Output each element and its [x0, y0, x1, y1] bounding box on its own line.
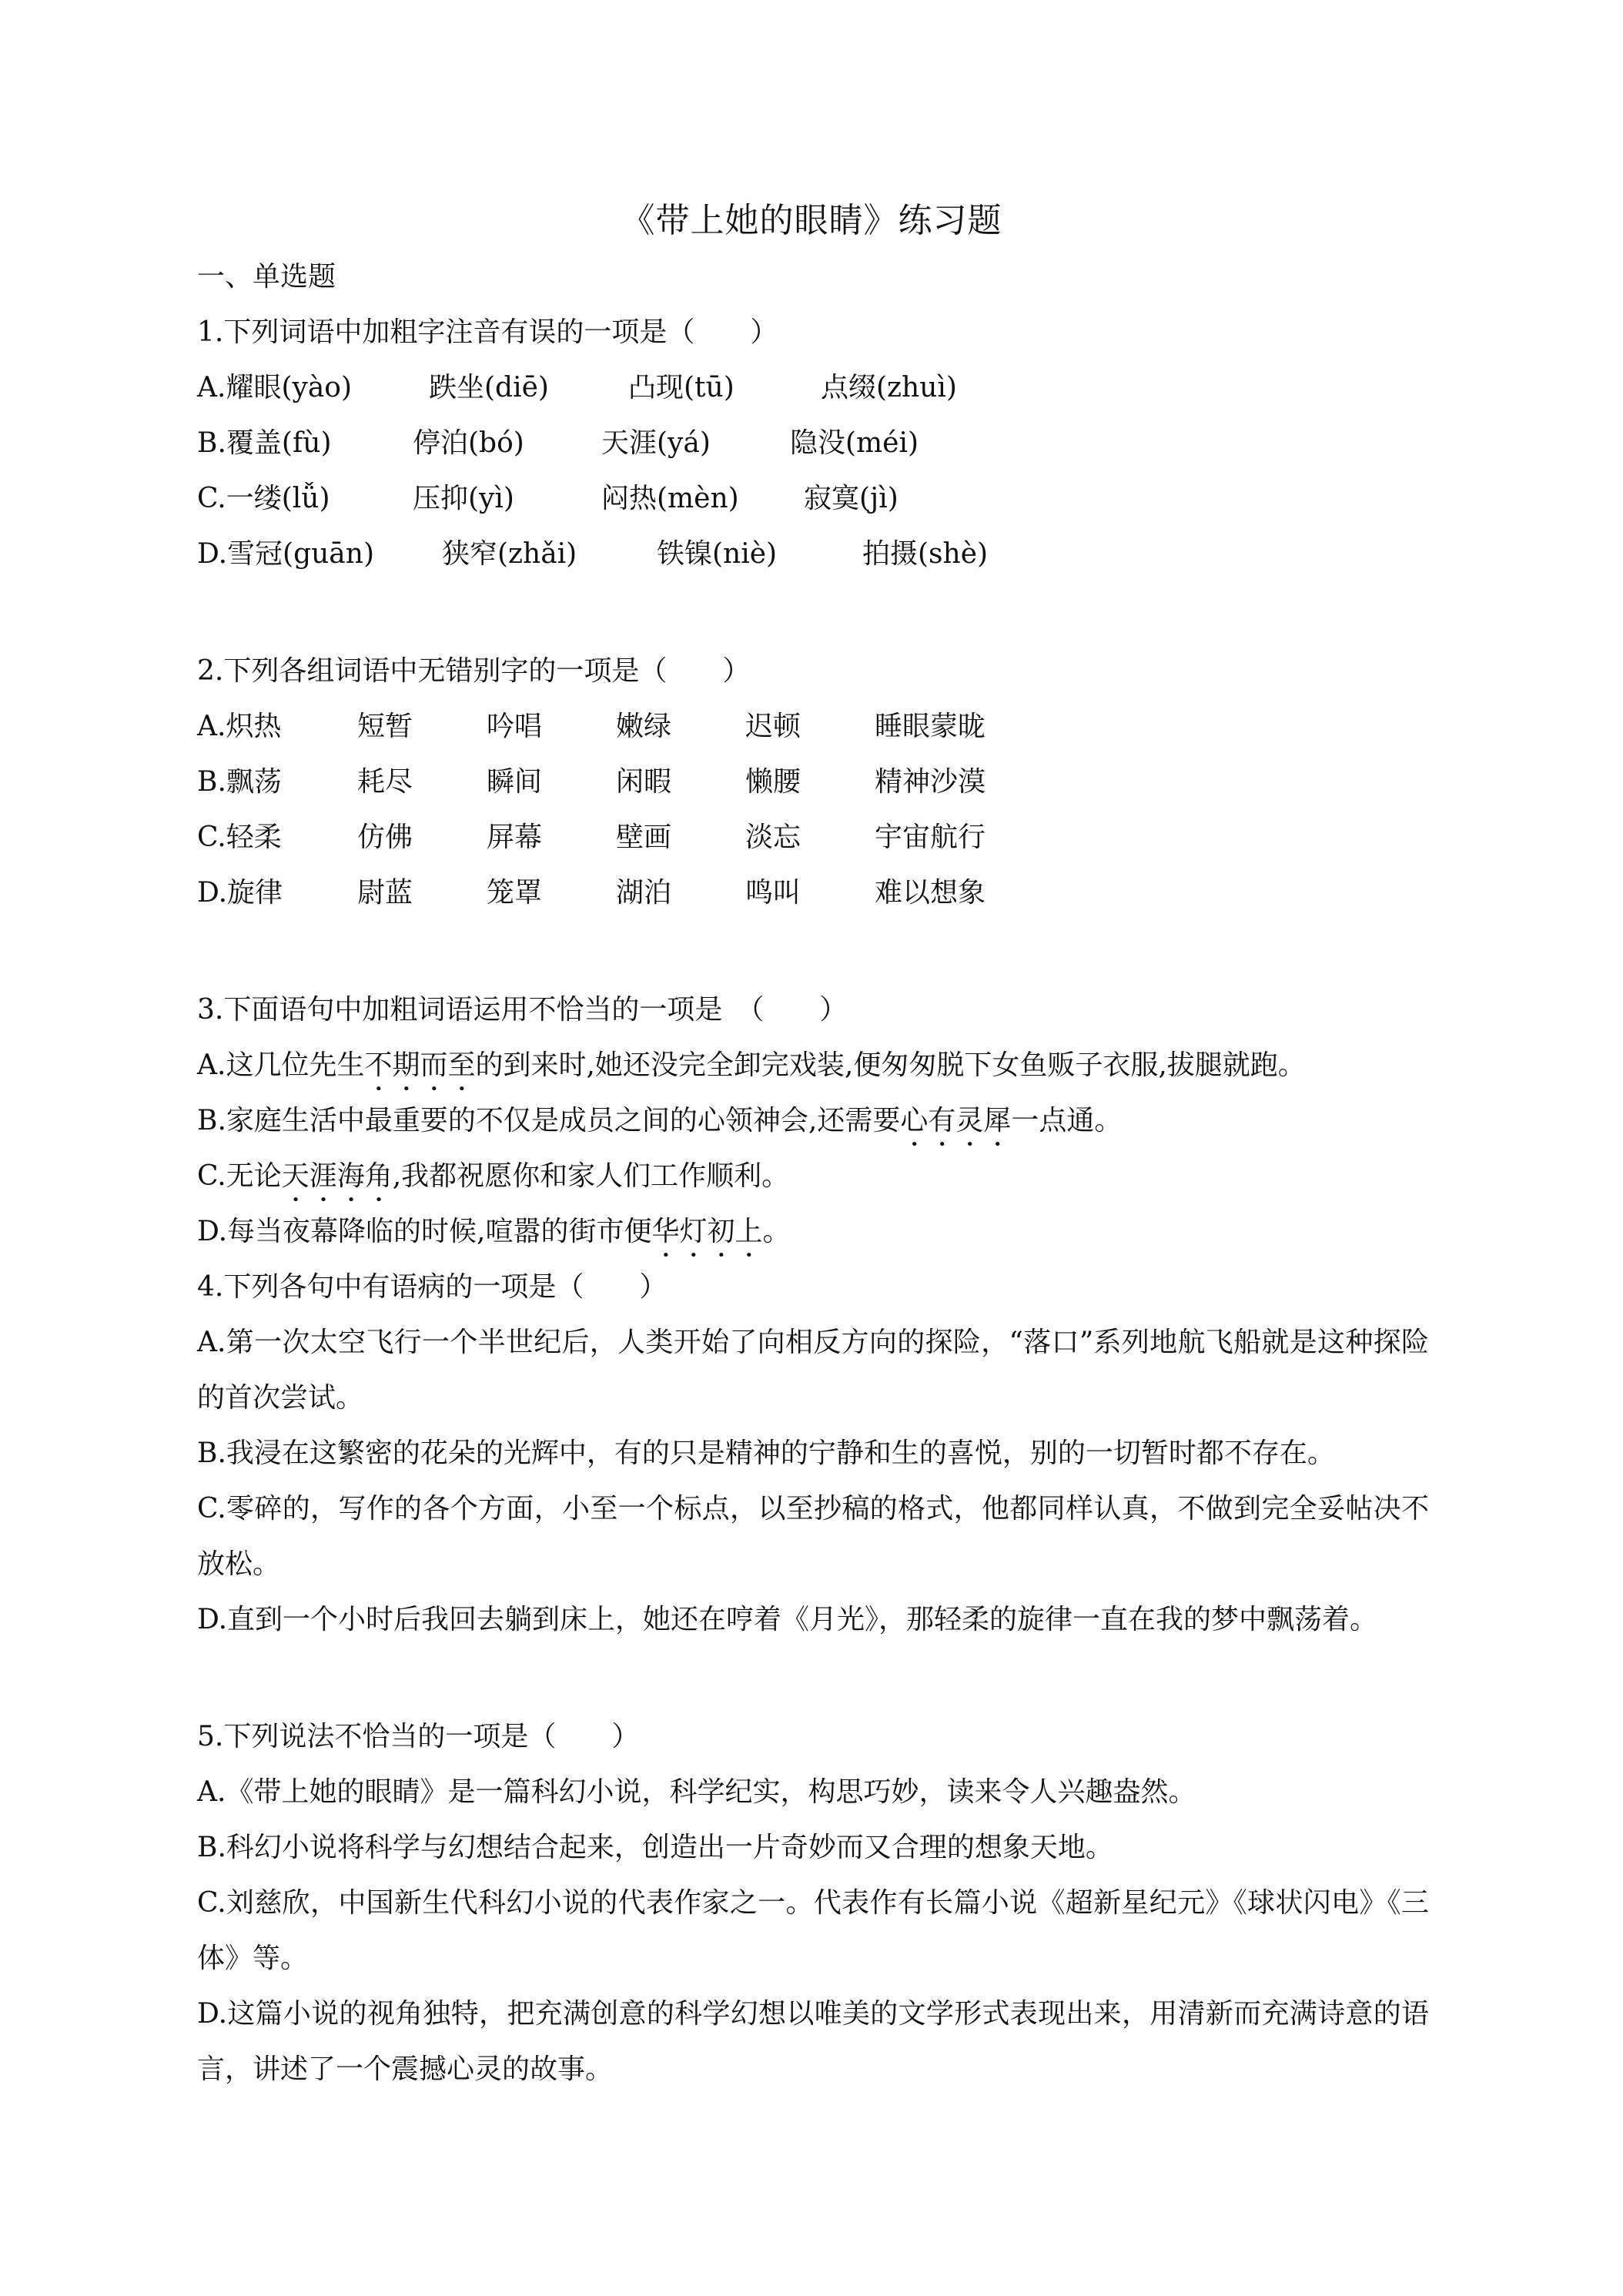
q1-cell: 寂寞(jì) [804, 483, 899, 514]
q4-stem: 4.下列各句中有语病的一项是（ ） [197, 1271, 668, 1303]
q3-option-b [197, 1104, 1122, 1153]
q3-a-post: 的到来时,她还没完全卸完戏装,便匆匆脱下女鱼贩子衣服,拔腿就跑。 [475, 1049, 1306, 1081]
q1-stem: 1.下列词语中加粗字注音有误的一项是（ ） [197, 316, 778, 348]
q2-stem: 2.下列各组词语中无错别字的一项是（ ） [197, 655, 751, 687]
q1-cell: C.一缕(lǚ) [197, 483, 330, 514]
q2-cell: 吟唱 [487, 711, 543, 742]
q1-cell: 凸现(tū) [628, 372, 735, 403]
q2-cell: 睡眼蒙昽 [875, 711, 986, 742]
q1-cell: 点缀(zhuì) [821, 372, 957, 403]
q3-a-emphasis: 不期而至 [364, 1049, 476, 1081]
q3-d-pre: D.每当夜幕降临的时候,喧嚣的街市便 [197, 1216, 652, 1247]
q2-cell: B.飘荡 [197, 766, 282, 798]
q2-cell: 淡忘 [745, 822, 801, 853]
q3-b-post: 一点通。 [1011, 1105, 1123, 1136]
q2-cell: 鸣叫 [745, 877, 801, 909]
q3-d-emphasis: 华灯初上 [651, 1216, 763, 1247]
q2-cell: 难以想象 [875, 877, 986, 909]
q3-c-post: ,我都祝愿你和家人们工作顺利。 [392, 1160, 790, 1192]
q5-option-c: C.刘慈欣，中国新生代科幻小说的代表作家之一。代表作有长篇小说《超新星纪元》《球状闪电》《三体》等。 [197, 1887, 1429, 1974]
q1-cell: 狭窄(zhǎi) [442, 538, 577, 570]
q1-cell: 压抑(yì) [413, 483, 514, 514]
q4-option-c: C.零碎的，写作的各个方面，小至一个标点，以至抄稿的格式，他都同样认真，不做到完全妥帖决不放松。 [197, 1493, 1429, 1580]
q2-cell: 瞬间 [487, 766, 543, 798]
q1-cell: 隐没(méi) [790, 427, 919, 459]
q3-option-d [197, 1215, 791, 1263]
q5-stem: 5.下列说法不恰当的一项是（ ） [197, 1721, 640, 1752]
section-heading: 一、单选题 [197, 261, 336, 293]
q1-cell: 闷热(mèn) [601, 483, 739, 514]
q4-option-d: D.直到一个小时后我回去躺到床上，她还在哼着《月光》，那轻柔的旋律一直在我的梦中飘荡着。 [197, 1604, 1378, 1635]
q3-c-emphasis: 天涯海角 [281, 1160, 393, 1192]
q2-cell: 耗尽 [357, 766, 413, 798]
q2-cell: 嫩绿 [616, 711, 672, 742]
q2-cell: 壁画 [616, 822, 672, 853]
q3-c-pre: C.无论 [197, 1160, 282, 1192]
q2-cell: 宇宙航行 [875, 822, 986, 853]
q1-cell: 铁镍(niè) [657, 538, 778, 570]
q1-cell: B.覆盖(fù) [197, 427, 332, 459]
q2-cell: 笼罩 [487, 877, 543, 909]
q2-cell: C.轻柔 [197, 822, 282, 853]
q4-option-a: A.第一次太空飞行一个半世纪后，人类开始了向相反方向的探险，“落口”系列地航飞船就是这种探险的首次尝试。 [197, 1327, 1429, 1414]
q2-cell: 湖泊 [616, 877, 672, 909]
q1-cell: A.耀眼(yào) [197, 372, 353, 403]
q2-cell: 迟顿 [745, 711, 801, 742]
q3-option-a [197, 1049, 1306, 1097]
q1-cell: 跌坐(diē) [429, 372, 549, 403]
q2-cell: 短暂 [357, 711, 413, 742]
q3-option-c [197, 1160, 789, 1208]
q3-d-post: 。 [762, 1216, 791, 1247]
q5-option-a: A.《带上她的眼睛》是一篇科幻小说，科学纪实，构思巧妙，读来令人兴趣盎然。 [197, 1776, 1196, 1808]
q4-option-b: B.我浸在这繁密的花朵的光辉中，有的只是精神的宁静和生的喜悦，别的一切暂时都不存在。 [197, 1438, 1335, 1469]
q2-cell: 闲暇 [616, 766, 672, 798]
q3-stem: 3.下面语句中加粗词语运用不恰当的一项是 （ ） [197, 994, 848, 1026]
q2-cell: 尉蓝 [357, 877, 413, 909]
q1-cell: 天涯(yá) [601, 427, 711, 459]
q3-b-pre: B.家庭生活中最重要的不仅是成员之间的心领神会,还需要 [197, 1105, 901, 1136]
q1-cell: 停泊(bó) [413, 427, 524, 459]
q2-cell: 精神沙漠 [875, 766, 986, 798]
q2-cell: D.旋律 [197, 877, 283, 909]
q5-option-b: B.科幻小说将科学与幻想结合起来，创造出一片奇妙而又合理的想象天地。 [197, 1832, 1113, 1863]
q1-cell: 拍摄(shè) [862, 538, 989, 570]
page-title: 《带上她的眼睛》练习题 [621, 201, 1002, 240]
q3-b-emphasis: 心有灵犀 [900, 1105, 1012, 1136]
q1-cell: D.雪冠(guān) [197, 538, 374, 570]
q2-cell: 仿佛 [357, 822, 413, 853]
q3-a-pre: A.这几位先生 [197, 1049, 365, 1081]
q2-cell: A.炽热 [197, 711, 282, 742]
q2-cell: 懒腰 [745, 766, 801, 798]
q5-option-d: D.这篇小说的视角独特，把充满创意的科学幻想以唯美的文学形式表现出来，用清新而充满诗意的语言，讲述了一个震撼心灵的故事。 [197, 1998, 1429, 2085]
q2-cell: 屏幕 [487, 822, 543, 853]
